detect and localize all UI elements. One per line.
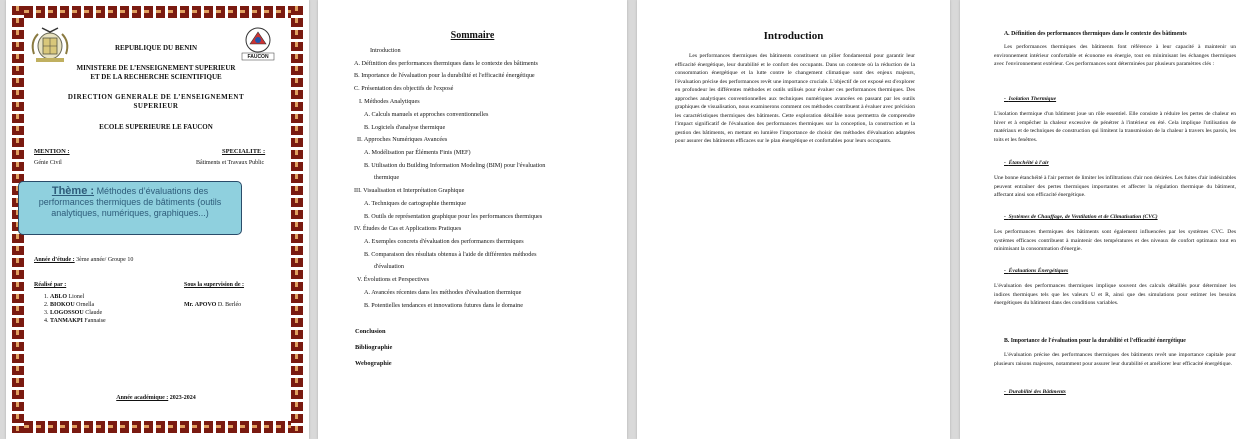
toc-conclusion[interactable]: Conclusion — [355, 328, 386, 335]
study-year-label: Année d’étude : — [34, 257, 75, 263]
decorative-border-top — [12, 6, 303, 18]
insulation-paragraph: L'isolation thermique d'un bâtiment joue un rôle essentiel. Elle consiste à réduire les pertes de chaleur en hiver et à empêcher la chaleur excessive de pénétrer à l'intérieur en été. Cela implique l'utilisation de matériaux et de techniques de construction qui limitent la transmission de la chaleur à travers les parois, les toits et les fenêtres. — [994, 111, 1236, 143]
section-b-heading: B. Importance de l'évaluation pour la durabilité et l'efficacité énergétique — [1004, 338, 1186, 344]
theme-box — [18, 181, 242, 235]
summary-title: Sommaire — [450, 30, 495, 41]
toc-item[interactable]: A. Avancées récentes dans les méthodes d'évaluation thermique — [364, 289, 522, 296]
toc-item[interactable]: Introduction — [370, 47, 401, 54]
subsection-insulation-title: Isolation Thermique — [1008, 96, 1057, 102]
toc-item[interactable]: B. Comparaison des résultats obtenus à l'aide de différentes méthodes — [364, 251, 537, 258]
study-year — [34, 256, 133, 264]
direction-line-1: DIRECTION GENERALE DE L’ENSEIGNEMENT — [67, 93, 245, 101]
toc-item[interactable]: B. Utilisation du Building Information Modeling (BIM) pour l'évaluation — [364, 162, 546, 169]
logo-caption: FAUCON — [247, 54, 269, 60]
subsection-hvac-title: Systèmes de Chauffage, de Ventilation et de Climatisation (CVC) — [1008, 214, 1158, 220]
subsection-airtightness-title: Étanchéité à l'air — [1008, 160, 1049, 166]
republic-title: REPUBLIQUE DU BENIN — [114, 44, 198, 52]
content-page — [960, 0, 1259, 439]
theme-label: Thème : — [51, 185, 95, 197]
subsection-insulation: - Isolation Thermique — [1004, 96, 1057, 102]
ministry-line-2: ET DE LA RECHERCHE SCIENTIFIQUE — [90, 73, 222, 81]
study-year-value: 3ème année/ Groupe 10 — [76, 257, 134, 263]
toc-item[interactable]: II. Approches Numériques Avancées — [357, 136, 448, 143]
toc-item[interactable]: B. Logiciels d'analyse thermique — [364, 124, 446, 131]
subsection-energy: - Évaluations Énergétiques — [1004, 268, 1069, 274]
introduction-page — [637, 0, 950, 439]
toc-item[interactable]: A. Techniques de cartographie thermique — [364, 200, 467, 207]
cover-page — [6, 0, 309, 439]
summary-page — [318, 0, 627, 439]
toc-webography[interactable]: Webographie — [355, 360, 392, 367]
toc-item[interactable]: A. Définition des performances thermiques dans le contexte des bâtiments — [354, 60, 538, 67]
toc-item[interactable]: A. Modélisation par Éléments Finis (MEF) — [364, 149, 471, 156]
supervision-label: Sous la supervision de : — [184, 282, 245, 288]
student-item: 1. ABLO Lionel — [44, 294, 85, 300]
toc-item[interactable]: IV. Études de Cas et Applications Pratiques — [354, 225, 462, 232]
section-b-paragraph: L'évaluation précise des performances thermiques des bâtiments revêt une importance capitale pour plusieurs raisons majeures, notamment pour assurer leur durabilité et améliorer leur efficacité énergétique. — [994, 352, 1236, 367]
toc-item[interactable]: III. Visualisation et Interprétation Graphique — [354, 187, 465, 194]
toc-bibliography[interactable]: Bibliographie — [355, 344, 393, 351]
student-item: 4. TANMAKPI Fannaise — [44, 318, 106, 324]
students-list — [44, 293, 106, 325]
theme-text: Méthodes d’évaluations des performances thermiques de bâtiments (outils analytiques, numériques, graphiques...) — [38, 186, 222, 218]
hvac-paragraph: Les performances thermiques des bâtiments sont également influencées par les systèmes CVC. Des systèmes efficaces contribuent à maintenir des températures et des niveaux de confort optimaux tout en minimisant la consommation d'énergie. — [994, 229, 1236, 252]
toc-item[interactable]: V. Évolutions et Perspectives — [357, 276, 430, 283]
toc-item[interactable]: B. Potentielles tendances et innovations futures dans le domaine — [364, 302, 523, 309]
energy-paragraph: L'évaluation des performances thermiques implique souvent des calculs détaillés pour déterminer les indices thermiques tels que les valeurs U et R, ainsi que des simulations pour estimer les besoins énergétiques du bâtiment dans des conditions variables. — [994, 283, 1236, 306]
ministry-line-1: MINISTERE DE L’ENSEIGNEMENT SUPERIEUR — [76, 64, 236, 72]
supervisor-name: Mr. APOVO D. Berléo — [184, 302, 242, 308]
toc-item[interactable]: I. Méthodes Analytiques — [359, 98, 420, 105]
subsection-energy-title: Évaluations Énergétiques — [1008, 268, 1069, 274]
toc-item[interactable]: C. Présentation des objectifs de l'exposé — [354, 85, 454, 92]
subsection-hvac: - Systèmes de Chauffage, de Ventilation et de Climatisation (CVC) — [1004, 214, 1158, 220]
academic-year-label: Année académique : — [116, 395, 169, 401]
toc-item[interactable]: B. Importance de l'évaluation pour la durabilité et l'efficacité énergétique — [354, 72, 535, 79]
section-a-paragraph: Les performances thermiques des bâtiments font référence à leur capacité à maintenir un environnement intérieur confortable et économe en énergie, tout en minimisant les échanges thermiques avec l'environnement extérieur. Ces performances sont déterminées par plusieurs paramètres clés : — [994, 44, 1236, 67]
airtightness-paragraph: Une bonne étanchéité à l'air permet de limiter les infiltrations d'air non désirées. Les fuites d'air indésirables peuvent entraîner des pertes thermiques importantes et affecter la régulation thermique du bâtiment, affectant ainsi son efficacité énergétique. — [994, 175, 1236, 198]
direction-line-2: SUPERIEUR — [133, 102, 179, 110]
toc-item[interactable]: B. Outils de représentation graphique pour les performances thermiques — [364, 213, 543, 220]
speciality-value: Bâtiments et Travaux Public — [196, 160, 265, 166]
decorative-border-right — [291, 6, 303, 433]
student-item: 2. BIOKOU Ornella — [44, 302, 95, 308]
toc-item[interactable]: d'évaluation — [374, 263, 404, 270]
mention-value: Génie Civil — [34, 160, 62, 166]
subsection-airtightness: - Étanchéité à l'air — [1004, 160, 1049, 166]
introduction-paragraph: Les performances thermiques des bâtiments constituent un pilier fondamental pour garantir leur efficacité énergétique, leur durabilité et le confort des occupants. Dans un contexte où la réduction de la consommation énergétique et la lutte contre le changement climatique sont des enjeux majeurs, l'évaluation précise des performances revêt une importance cruciale. L'objectif de cet exposé est d'explorer en profondeur les différentes méthodes et outils utilisés pour évaluer ces performances thermiques. Des approches analytiques conventionnelles aux techniques numériques avancées en passant par les outils graphiques de visualisation, nous examinerons comment ces méthodes contribuent à évaluer avec précision les caractéristiques thermiques des bâtiments. Cette exploration détaillée nous permettra de comprendre l'impact significatif de l'évaluation des performances thermiques sur la conception, la construction et la gestion des bâtiments, en mettant en lumière l'importance de choisir des méthodes d'évaluation adaptées pour assurer des bâtiments efficaces sur le plan énergétique et confortables pour leurs occupants. — [675, 53, 915, 144]
done-by-label: Réalisé par : — [34, 282, 67, 288]
toc-item[interactable]: thermique — [374, 174, 400, 181]
decorative-border-bottom — [12, 421, 303, 433]
school-name: ECOLE SUPERIEURE LE FAUCON — [99, 123, 213, 131]
benin-coat-of-arms-icon — [28, 24, 72, 64]
academic-year — [66, 394, 246, 402]
speciality-label: SPECIALITE : — [222, 148, 266, 155]
section-a-heading: A. Définition des performances thermiques dans le contexte des bâtiments — [1004, 31, 1187, 37]
academic-year-value: 2023-2024 — [169, 395, 196, 401]
toc-item[interactable]: A. Calculs manuels et approches conventionnelles — [364, 111, 489, 118]
mention-label: MENTION : — [34, 148, 70, 155]
introduction-title: Introduction — [763, 30, 824, 42]
subsection-durability: - Durabilité des Bâtiments — [1004, 389, 1066, 395]
student-item: 3. LOGOSSOU Claude — [44, 310, 103, 316]
toc-item[interactable]: A. Exemples concrets d'évaluation des performances thermiques — [364, 238, 524, 245]
subsection-durability-title: Durabilité des Bâtiments — [1008, 389, 1066, 395]
